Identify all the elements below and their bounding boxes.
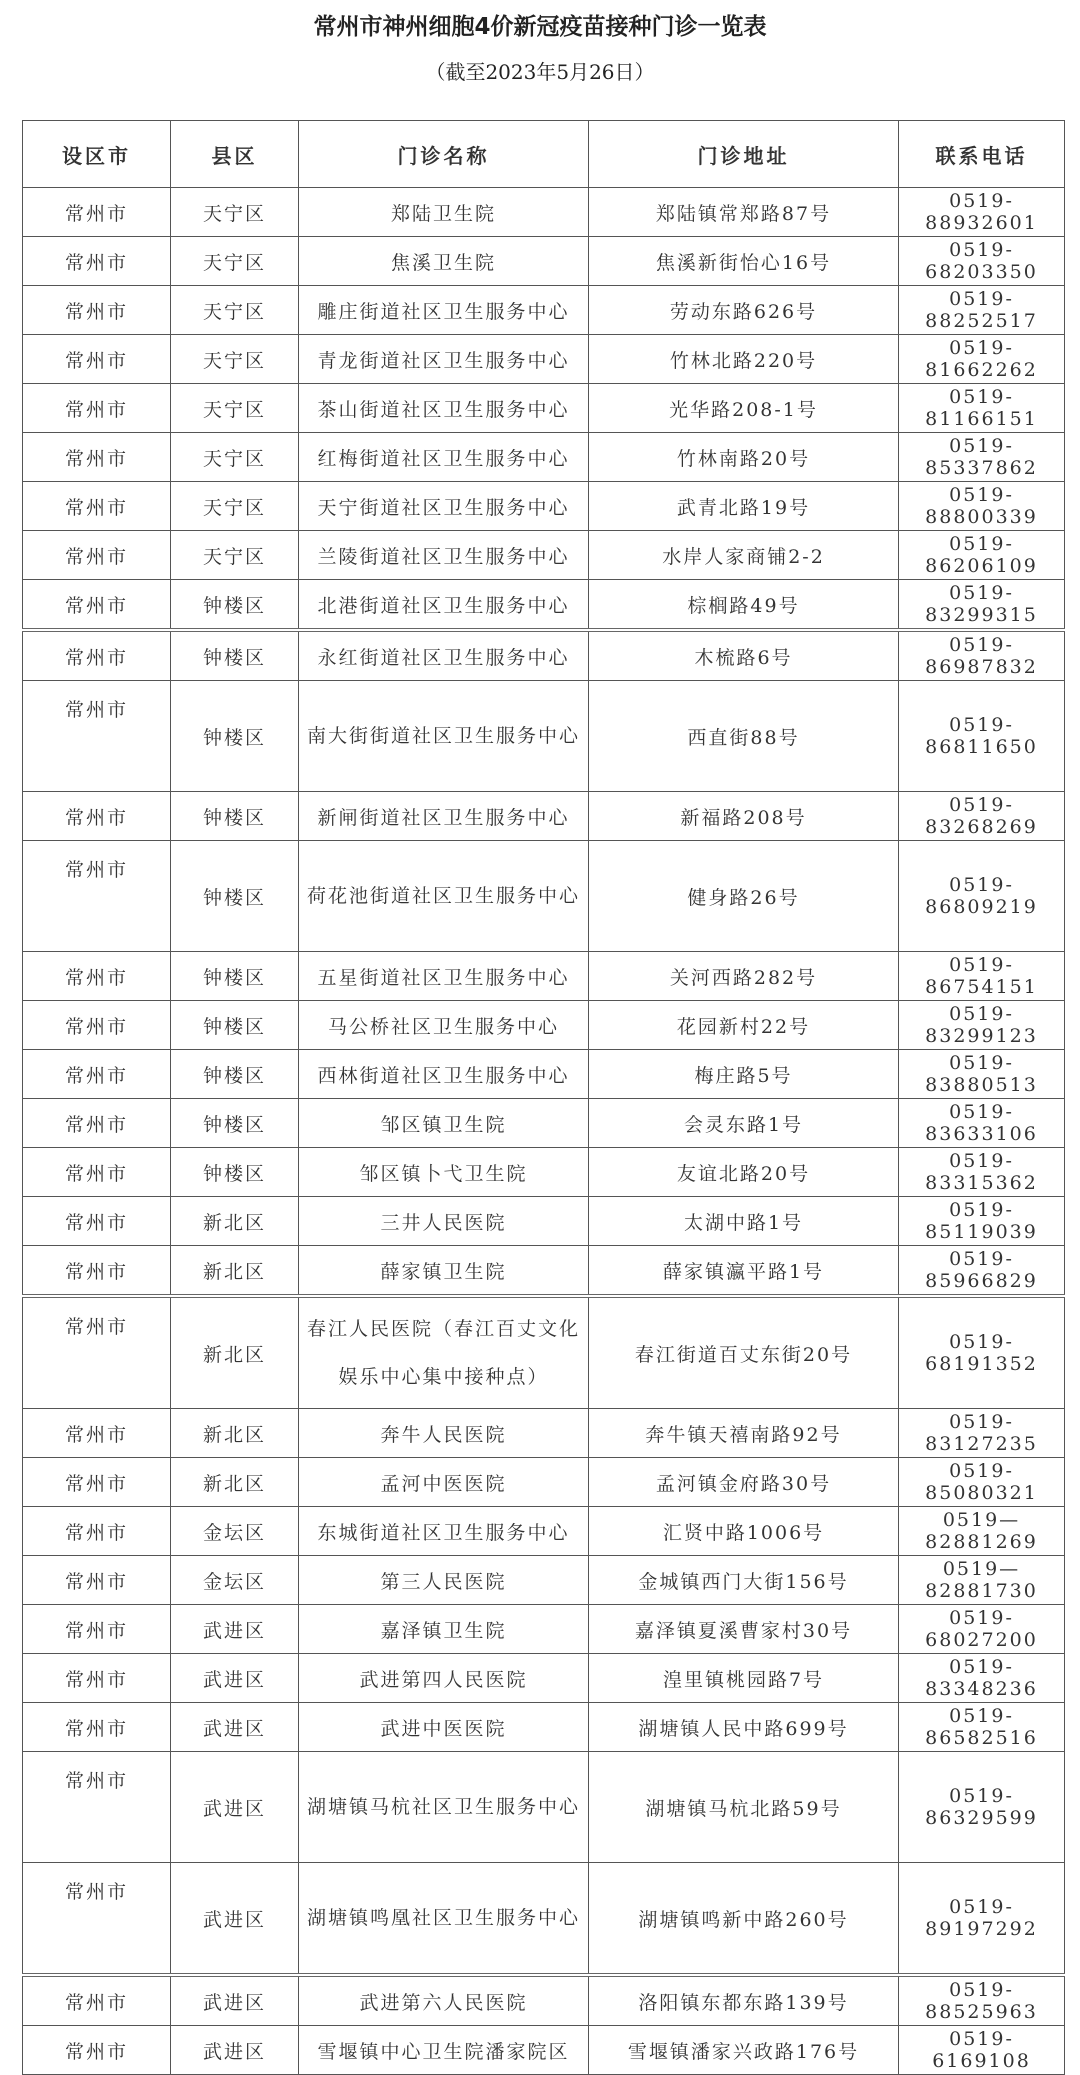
cell-clinic-address: 郑陆镇常郑路87号 — [589, 188, 899, 237]
table-row — [23, 1654, 1065, 1703]
cell-clinic-name: 奔牛人民医院 — [299, 1409, 589, 1458]
cell-clinic-name: 孟河中医医院 — [299, 1458, 589, 1507]
header-phone: 联系电话 — [899, 121, 1065, 188]
cell-phone: 0519-88525963 — [899, 1975, 1065, 2026]
cell-clinic-name: 西林街道社区卫生服务中心 — [299, 1050, 589, 1099]
cell-district: 天宁区 — [171, 335, 299, 384]
cell-district: 钟楼区 — [171, 841, 299, 952]
cell-district: 武进区 — [171, 1654, 299, 1703]
cell-phone: 0519-86987832 — [899, 630, 1065, 681]
table-row — [23, 1507, 1065, 1556]
cell-clinic-name: 天宁街道社区卫生服务中心 — [299, 482, 589, 531]
cell-clinic-name: 薛家镇卫生院 — [299, 1246, 589, 1297]
cell-clinic-address: 湖塘镇马杭北路59号 — [589, 1752, 899, 1863]
cell-clinic-address: 孟河镇金府路30号 — [589, 1458, 899, 1507]
cell-phone: 0519-85337862 — [899, 433, 1065, 482]
cell-clinic-name: 武进第四人民医院 — [299, 1654, 589, 1703]
cell-clinic-address: 焦溪新街怡心16号 — [589, 237, 899, 286]
cell-district: 天宁区 — [171, 188, 299, 237]
table-row — [23, 1197, 1065, 1246]
cell-city: 常州市 — [23, 1458, 171, 1507]
cell-city: 常州市 — [23, 681, 171, 792]
cell-district: 新北区 — [171, 1409, 299, 1458]
cell-clinic-address: 竹林北路220号 — [589, 335, 899, 384]
cell-district: 天宁区 — [171, 433, 299, 482]
cell-phone: 0519-81662262 — [899, 335, 1065, 384]
cell-district: 天宁区 — [171, 384, 299, 433]
table-row — [23, 580, 1065, 631]
cell-clinic-address: 梅庄路5号 — [589, 1050, 899, 1099]
cell-district: 新北区 — [171, 1296, 299, 1409]
cell-phone: 0519-83633106 — [899, 1099, 1065, 1148]
cell-clinic-name: 第三人民医院 — [299, 1556, 589, 1605]
cell-clinic-name: 茶山街道社区卫生服务中心 — [299, 384, 589, 433]
cell-phone: 0519-85966829 — [899, 1246, 1065, 1297]
cell-clinic-address: 水岸人家商铺2-2 — [589, 531, 899, 580]
cell-phone: 0519-89197292 — [899, 1863, 1065, 1976]
table-row — [23, 1148, 1065, 1197]
cell-clinic-name: 焦溪卫生院 — [299, 237, 589, 286]
cell-district: 钟楼区 — [171, 630, 299, 681]
table-row — [23, 841, 1065, 952]
table-body — [23, 188, 1065, 2075]
cell-clinic-address: 洛阳镇东都东路139号 — [589, 1975, 899, 2026]
cell-clinic-name: 三井人民医院 — [299, 1197, 589, 1246]
cell-city: 常州市 — [23, 335, 171, 384]
cell-phone: 0519-83315362 — [899, 1148, 1065, 1197]
cell-clinic-address: 湖塘镇人民中路699号 — [589, 1703, 899, 1752]
cell-clinic-name: 红梅街道社区卫生服务中心 — [299, 433, 589, 482]
cell-district: 钟楼区 — [171, 952, 299, 1001]
table-row — [23, 188, 1065, 237]
cell-phone: 0519-83268269 — [899, 792, 1065, 841]
cell-city: 常州市 — [23, 1001, 171, 1050]
cell-clinic-address: 湟里镇桃园路7号 — [589, 1654, 899, 1703]
cell-city: 常州市 — [23, 1148, 171, 1197]
table-row — [23, 1752, 1065, 1863]
cell-clinic-address: 竹林南路20号 — [589, 433, 899, 482]
cell-city: 常州市 — [23, 482, 171, 531]
cell-district: 新北区 — [171, 1458, 299, 1507]
cell-city: 常州市 — [23, 1197, 171, 1246]
cell-clinic-name: 荷花池街道社区卫生服务中心 — [299, 841, 589, 952]
table-header-row — [23, 121, 1065, 188]
table-row — [23, 681, 1065, 792]
cell-clinic-name: 兰陵街道社区卫生服务中心 — [299, 531, 589, 580]
table-row — [23, 2026, 1065, 2075]
cell-clinic-name: 五星街道社区卫生服务中心 — [299, 952, 589, 1001]
cell-district: 武进区 — [171, 1703, 299, 1752]
cell-phone: 0519—82881730 — [899, 1556, 1065, 1605]
table-row — [23, 1458, 1065, 1507]
cell-city: 常州市 — [23, 1863, 171, 1976]
cell-clinic-address: 光华路208-1号 — [589, 384, 899, 433]
cell-district: 钟楼区 — [171, 681, 299, 792]
cell-clinic-address: 雪堰镇潘家兴政路176号 — [589, 2026, 899, 2075]
table-row — [23, 1050, 1065, 1099]
table-row — [23, 1246, 1065, 1297]
cell-city: 常州市 — [23, 1296, 171, 1409]
page-title: 常州市神州细胞4价新冠疫苗接种门诊一览表 — [313, 14, 767, 40]
cell-city: 常州市 — [23, 433, 171, 482]
cell-clinic-name: 湖塘镇马杭社区卫生服务中心 — [299, 1752, 589, 1863]
cell-clinic-name: 雪堰镇中心卫生院潘家院区 — [299, 2026, 589, 2075]
cell-city: 常州市 — [23, 1605, 171, 1654]
cell-phone: 0519-86811650 — [899, 681, 1065, 792]
table-row — [23, 482, 1065, 531]
cell-district: 天宁区 — [171, 237, 299, 286]
header-city: 设区市 — [23, 121, 171, 188]
cell-district: 新北区 — [171, 1197, 299, 1246]
cell-clinic-name: 南大街街道社区卫生服务中心 — [299, 681, 589, 792]
table-row — [23, 286, 1065, 335]
cell-clinic-address: 奔牛镇天禧南路92号 — [589, 1409, 899, 1458]
cell-clinic-name: 春江人民医院（春江百丈文化娱乐中心集中接种点） — [299, 1296, 589, 1409]
header-clinic-address: 门诊地址 — [589, 121, 899, 188]
cell-phone: 0519-88932601 — [899, 188, 1065, 237]
cell-clinic-name: 邹区镇卜弋卫生院 — [299, 1148, 589, 1197]
cell-clinic-address: 汇贤中路1006号 — [589, 1507, 899, 1556]
cell-city: 常州市 — [23, 580, 171, 631]
cell-clinic-name: 嘉泽镇卫生院 — [299, 1605, 589, 1654]
cell-clinic-address: 花园新村22号 — [589, 1001, 899, 1050]
cell-city: 常州市 — [23, 1703, 171, 1752]
cell-phone: 0519-68203350 — [899, 237, 1065, 286]
table-row — [23, 952, 1065, 1001]
cell-city: 常州市 — [23, 1654, 171, 1703]
cell-phone: 0519-81166151 — [899, 384, 1065, 433]
table-row — [23, 237, 1065, 286]
cell-city: 常州市 — [23, 1975, 171, 2026]
table-row — [23, 384, 1065, 433]
cell-phone: 0519-86329599 — [899, 1752, 1065, 1863]
cell-district: 钟楼区 — [171, 792, 299, 841]
cell-phone: 0519-85080321 — [899, 1458, 1065, 1507]
cell-phone: 0519-6169108 — [899, 2026, 1065, 2075]
cell-clinic-address: 太湖中路1号 — [589, 1197, 899, 1246]
cell-city: 常州市 — [23, 792, 171, 841]
cell-district: 武进区 — [171, 1605, 299, 1654]
cell-clinic-address: 劳动东路626号 — [589, 286, 899, 335]
cell-clinic-name: 雕庄街道社区卫生服务中心 — [299, 286, 589, 335]
cell-district: 武进区 — [171, 1752, 299, 1863]
cell-clinic-name: 武进中医医院 — [299, 1703, 589, 1752]
table-row — [23, 1863, 1065, 1976]
cell-clinic-address: 嘉泽镇夏溪曹家村30号 — [589, 1605, 899, 1654]
cell-city: 常州市 — [23, 952, 171, 1001]
cell-phone: 0519-83299315 — [899, 580, 1065, 631]
cell-phone: 0519-83299123 — [899, 1001, 1065, 1050]
cell-phone: 0519-86754151 — [899, 952, 1065, 1001]
cell-city: 常州市 — [23, 1050, 171, 1099]
cell-district: 天宁区 — [171, 286, 299, 335]
cell-clinic-address: 木梳路6号 — [589, 630, 899, 681]
table-row — [23, 630, 1065, 681]
cell-phone: 0519-83127235 — [899, 1409, 1065, 1458]
table-row — [23, 433, 1065, 482]
cell-district: 武进区 — [171, 1975, 299, 2026]
table-row — [23, 1975, 1065, 2026]
table-row — [23, 531, 1065, 580]
cell-clinic-address: 新福路208号 — [589, 792, 899, 841]
cell-district: 钟楼区 — [171, 1148, 299, 1197]
page-subtitle: （截至2023年5月26日） — [425, 60, 655, 84]
cell-clinic-address: 武青北路19号 — [589, 482, 899, 531]
cell-city: 常州市 — [23, 1752, 171, 1863]
cell-city: 常州市 — [23, 2026, 171, 2075]
cell-phone: 0519-68191352 — [899, 1296, 1065, 1409]
cell-district: 武进区 — [171, 2026, 299, 2075]
cell-phone: 0519-86206109 — [899, 531, 1065, 580]
table-row — [23, 335, 1065, 384]
cell-district: 天宁区 — [171, 531, 299, 580]
cell-city: 常州市 — [23, 1556, 171, 1605]
cell-clinic-address: 湖塘镇鸣新中路260号 — [589, 1863, 899, 1976]
cell-phone: 0519-85119039 — [899, 1197, 1065, 1246]
table-row — [23, 1099, 1065, 1148]
cell-clinic-address: 金城镇西门大街156号 — [589, 1556, 899, 1605]
table-row — [23, 1703, 1065, 1752]
cell-phone: 0519-88252517 — [899, 286, 1065, 335]
cell-clinic-name: 青龙街道社区卫生服务中心 — [299, 335, 589, 384]
table-row — [23, 1001, 1065, 1050]
cell-clinic-name: 新闸街道社区卫生服务中心 — [299, 792, 589, 841]
cell-city: 常州市 — [23, 286, 171, 335]
cell-clinic-address: 友谊北路20号 — [589, 1148, 899, 1197]
cell-phone: 0519-83880513 — [899, 1050, 1065, 1099]
cell-clinic-address: 薛家镇瀛平路1号 — [589, 1246, 899, 1297]
header-clinic-name: 门诊名称 — [299, 121, 589, 188]
cell-phone: 0519—82881269 — [899, 1507, 1065, 1556]
table-row — [23, 1409, 1065, 1458]
cell-clinic-address: 棕榈路49号 — [589, 580, 899, 631]
cell-district: 钟楼区 — [171, 1050, 299, 1099]
cell-city: 常州市 — [23, 188, 171, 237]
cell-city: 常州市 — [23, 1246, 171, 1297]
cell-clinic-name: 永红街道社区卫生服务中心 — [299, 630, 589, 681]
cell-city: 常州市 — [23, 384, 171, 433]
cell-district: 金坛区 — [171, 1556, 299, 1605]
header-district: 县区 — [171, 121, 299, 188]
cell-clinic-name: 武进第六人民医院 — [299, 1975, 589, 2026]
cell-city: 常州市 — [23, 531, 171, 580]
cell-district: 天宁区 — [171, 482, 299, 531]
cell-city: 常州市 — [23, 1507, 171, 1556]
cell-clinic-name: 湖塘镇鸣凰社区卫生服务中心 — [299, 1863, 589, 1976]
table-row — [23, 1556, 1065, 1605]
cell-clinic-name: 北港街道社区卫生服务中心 — [299, 580, 589, 631]
cell-phone: 0519-68027200 — [899, 1605, 1065, 1654]
cell-city: 常州市 — [23, 1099, 171, 1148]
cell-phone: 0519-86809219 — [899, 841, 1065, 952]
cell-clinic-address: 春江街道百丈东街20号 — [589, 1296, 899, 1409]
cell-phone: 0519-83348236 — [899, 1654, 1065, 1703]
cell-clinic-name: 郑陆卫生院 — [299, 188, 589, 237]
cell-district: 武进区 — [171, 1863, 299, 1976]
cell-city: 常州市 — [23, 841, 171, 952]
cell-district: 金坛区 — [171, 1507, 299, 1556]
cell-clinic-address: 关河西路282号 — [589, 952, 899, 1001]
cell-city: 常州市 — [23, 237, 171, 286]
cell-phone: 0519-86582516 — [899, 1703, 1065, 1752]
cell-city: 常州市 — [23, 630, 171, 681]
cell-city: 常州市 — [23, 1409, 171, 1458]
cell-clinic-name: 邹区镇卫生院 — [299, 1099, 589, 1148]
cell-clinic-address: 西直街88号 — [589, 681, 899, 792]
cell-clinic-name: 东城街道社区卫生服务中心 — [299, 1507, 589, 1556]
cell-phone: 0519-88800339 — [899, 482, 1065, 531]
table-row — [23, 792, 1065, 841]
cell-district: 钟楼区 — [171, 1001, 299, 1050]
table-row — [23, 1296, 1065, 1409]
cell-district: 钟楼区 — [171, 580, 299, 631]
cell-district: 新北区 — [171, 1246, 299, 1297]
cell-clinic-address: 会灵东路1号 — [589, 1099, 899, 1148]
cell-district: 钟楼区 — [171, 1099, 299, 1148]
cell-clinic-name: 马公桥社区卫生服务中心 — [299, 1001, 589, 1050]
table-row — [23, 1605, 1065, 1654]
clinic-table — [22, 120, 1065, 2075]
cell-clinic-address: 健身路26号 — [589, 841, 899, 952]
